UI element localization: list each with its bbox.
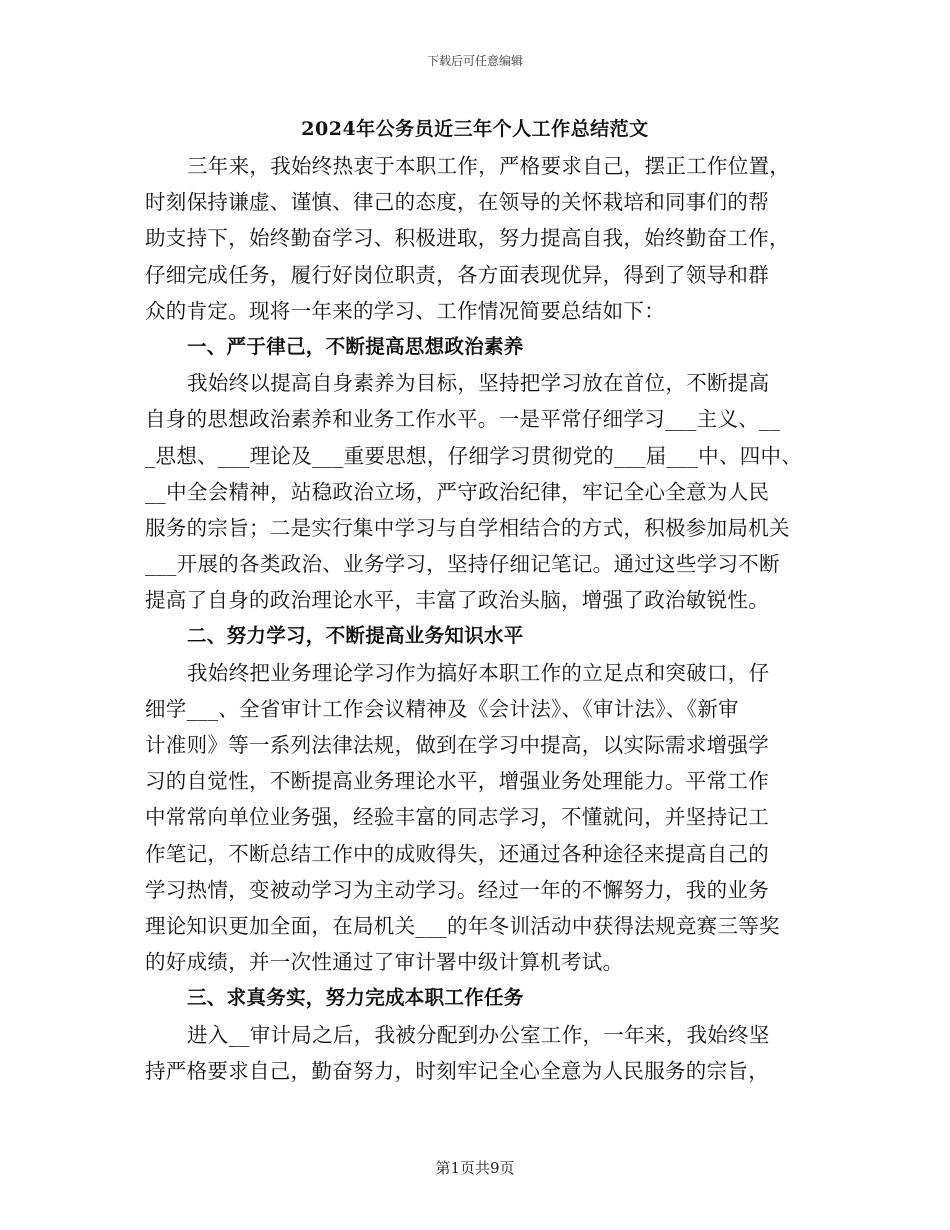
paragraph-line: 提高了自身的政治理论水平，丰富了政治头脑，增强了政治敏锐性。 — [145, 588, 769, 613]
section-heading: 二、努力学习，不断提高业务知识水平 — [187, 624, 524, 648]
paragraph-line: 我始终把业务理论学习作为搞好本职工作的立足点和突破口，仔 — [187, 660, 770, 685]
document-body — [145, 148, 813, 1089]
section-heading: 三、求真务实，努力完成本职工作任务 — [187, 986, 524, 1010]
paragraph-line: 中常常向单位业务强，经验丰富的同志学习，不懂就问，并坚持记工 — [145, 805, 769, 830]
page-header-note: 下载后可任意编辑 — [426, 54, 523, 68]
paragraph-line: 三年来，我始终热衷于本职工作，严格要求自己，摆正工作位置， — [187, 154, 791, 178]
paragraph-line: 理论知识更加全面，在局机关___的年冬训活动中获得法规竞赛三等奖 — [145, 913, 780, 938]
paragraph-line: 自身的思想政治素养和业务工作水平。一是平常仔细学习___主义、__ — [145, 407, 781, 432]
paragraph-line: 进入__审计局之后，我被分配到办公室工作，一年来，我始终坚 — [187, 1022, 770, 1047]
paragraph-line: 细学___、全省审计工作会议精神及《会计法》、《审计法》、《新审 — [145, 696, 739, 721]
paragraph-line: 助支持下，始终勤奋学习、积极进取，努力提高自我，始终勤奋工作， — [145, 226, 790, 251]
paragraph-line: 计准则》等一系列法律法规，做到在学习中提高，以实际需求增强学 — [145, 733, 769, 757]
paragraph-line: 持严格要求自己，勤奋努力，时刻牢记全心全意为人民服务的宗旨， — [145, 1058, 769, 1083]
paragraph-line: ___开展的各类政治、业务学习，坚持仔细记笔记。通过这些学习不断 — [145, 552, 780, 577]
page-number-footer: 第1页共9页 — [435, 1159, 515, 1177]
paragraph-line: 仔细完成任务，履行好岗位职责，各方面表现优异，得到了领导和群 — [145, 262, 769, 287]
paragraph-line: 学习热情，变被动学习为主动学习。经过一年的不懈努力，我的业务 — [145, 877, 769, 902]
paragraph-line: __中全会精神，站稳政治立场，严守政治纪律，牢记全心全意为人民 — [145, 479, 770, 504]
paragraph-line: 习的自觉性，不断提高业务理论水平，增强业务处理能力。平常工作 — [145, 769, 769, 794]
paragraph-line: 众的肯定。现将一年来的学习、工作情况简要总结如下： — [145, 298, 665, 323]
document-title: 2024年公务员近三年个人工作总结范文 — [301, 118, 649, 140]
paragraph-line: 时刻保持谦虚、谨慎、律己的态度，在领导的关怀栽培和同事们的帮 — [145, 190, 769, 215]
paragraph-line: 作笔记，不断总结工作中的成败得失，还通过各种途径来提高自己的 — [145, 841, 769, 866]
paragraph-line: 我始终以提高自身素养为目标，坚持把学习放在首位，不断提高 — [187, 371, 770, 396]
section-heading: 一、严于律己，不断提高思想政治素养 — [187, 334, 524, 358]
paragraph-line: 的好成绩，并一次性通过了审计署中级计算机考试。 — [145, 950, 624, 975]
paragraph-line: _思想、___理论及___重要思想，仔细学习贯彻党的___届___中、四中、 — [145, 443, 803, 468]
paragraph-line: 服务的宗旨；二是实行集中学习与自学相结合的方式，积极参加局机关 — [145, 515, 790, 540]
